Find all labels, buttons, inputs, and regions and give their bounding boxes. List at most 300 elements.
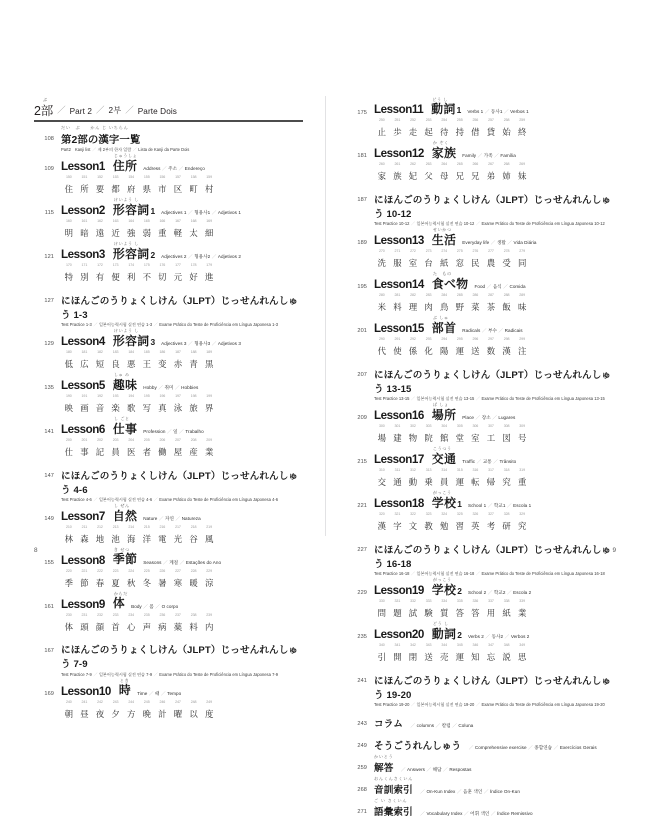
kanji-cell — [93, 175, 107, 197]
subtitle-korean: 일본어능력시험 실전 연습 10-12 — [416, 221, 475, 227]
separator-slash: ／ — [174, 384, 180, 390]
kanji-number: 311 — [394, 468, 401, 473]
lesson-topic-ruby: からだ — [113, 590, 128, 596]
subtitle-portuguese: Lista de Kanji da Parte Dois — [138, 147, 190, 153]
kanji-cell — [422, 337, 436, 359]
toc-entry[interactable] — [34, 503, 303, 547]
kanji-character: 弟 — [486, 171, 496, 182]
kanji-character: 開 — [393, 652, 402, 663]
kanji-character: 王 — [142, 359, 151, 370]
toc-section-subtitle — [374, 221, 616, 227]
kanji-cell — [469, 424, 483, 446]
kanji-character: 知 — [471, 652, 480, 663]
kanji-cell — [484, 424, 498, 446]
kanji-number: 253 — [425, 118, 432, 123]
lesson-topic-text: 形容詞 — [112, 246, 150, 261]
kanji-cell — [156, 350, 170, 372]
kanji-number: 300 — [378, 424, 385, 429]
lesson-number-label: Lesson10 — [61, 684, 111, 698]
lesson-topic-text: 交通 — [431, 451, 457, 466]
kanji-number: 177 — [175, 262, 181, 267]
separator-slash: ／ — [435, 722, 441, 728]
kanji-cell — [109, 175, 123, 197]
kanji-character: 軽 — [173, 228, 183, 239]
kanji-character: 海 — [126, 533, 136, 544]
toc-entry[interactable] — [34, 642, 303, 678]
lesson-number-label: Lesson9 — [61, 597, 105, 611]
translation-portuguese: Radicais — [504, 328, 523, 334]
lesson-topic-ruby: た もの — [432, 271, 452, 277]
kanji-character: 体 — [64, 621, 73, 632]
lesson-topic-translations — [143, 167, 205, 173]
toc-entry-body — [54, 503, 303, 547]
lesson-topic-text: 動詞 — [431, 102, 456, 116]
separator-slash: ／ — [420, 810, 425, 816]
kanji-character: 妃 — [408, 171, 418, 182]
kanji-cell — [484, 643, 498, 665]
separator-slash: ／ — [410, 396, 416, 402]
toc-section-title — [374, 367, 616, 395]
kanji-number: 213 — [112, 524, 119, 529]
kanji-cell — [62, 175, 76, 197]
toc-entry[interactable] — [34, 153, 303, 197]
kanji-number: 333 — [425, 599, 432, 604]
separator-slash: ／ — [475, 415, 481, 421]
kanji-cell — [202, 700, 216, 722]
lesson-number-label: Lesson7 — [61, 509, 105, 523]
kanji-character: 便 — [111, 272, 120, 283]
subtitle-portuguese: Exame Prático do Teste de Proficiência em Língua Japonesa 4-6 — [159, 497, 279, 502]
kanji-character: 別 — [80, 272, 89, 283]
toc-entry[interactable] — [347, 227, 616, 271]
toc-entry-body — [367, 446, 616, 490]
toc-section-title — [374, 192, 616, 220]
subtitle-korean: 일본어능력시험 실전 연습 19-20 — [416, 702, 475, 708]
toc-entry-title-line — [374, 96, 616, 117]
separator-slash: ／ — [179, 428, 184, 434]
toc-entry-body — [367, 140, 616, 184]
toc-entry-title-line — [61, 503, 303, 523]
separator-slash: ／ — [420, 788, 425, 794]
kanji-character: 動 — [408, 477, 418, 488]
kanji-character: 心 — [126, 621, 136, 632]
toc-entry[interactable] — [347, 315, 616, 359]
kanji-character: 薬 — [173, 621, 183, 632]
kanji-number: 207 — [175, 437, 181, 442]
toc-entry[interactable] — [347, 673, 616, 709]
kanji-number: 283 — [425, 293, 432, 298]
kanji-number: 303 — [425, 424, 432, 429]
kanji-cell — [515, 599, 529, 621]
lesson-number-label: Lesson18 — [374, 497, 424, 511]
kanji-character: 記 — [95, 447, 105, 457]
lesson-topic-translations — [462, 241, 536, 247]
kanji-number: 170 — [65, 262, 72, 267]
lesson-topic-text: 仕事 — [112, 421, 138, 436]
kanji-number: 208 — [190, 437, 197, 442]
toc-page-number: 161 — [44, 603, 54, 610]
toc-entry-body — [367, 673, 616, 709]
kanji-cell — [78, 263, 92, 285]
kanji-cell — [78, 350, 92, 372]
toc-entry-title-line — [61, 590, 303, 611]
kanji-character: 暖 — [189, 577, 198, 588]
kanji-number: 276 — [472, 249, 479, 254]
toc-entry-title-line — [61, 372, 303, 392]
kanji-number: 295 — [456, 337, 463, 342]
kanji-character: 運 — [455, 477, 464, 488]
toc-entry[interactable] — [34, 293, 303, 329]
subtitle-english: Test Practice 16-18 — [374, 571, 410, 577]
kanji-cell — [500, 512, 514, 534]
separator-slash: ／ — [485, 634, 491, 640]
lesson-topic-translations — [462, 154, 516, 160]
kanji-number: 268 — [503, 162, 510, 167]
kanji-character: 村 — [204, 184, 214, 195]
toc-section-title-text: にほんごのうりょくしけん（JLPT）じっせんれんしゅう 19-20 — [374, 675, 612, 701]
kanji-number: 255 — [456, 118, 463, 123]
lesson-topic-ruby: けいよう し — [113, 328, 140, 334]
kanji-number: 273 — [425, 249, 432, 254]
separator-slash: ／ — [486, 284, 492, 290]
kanji-cell — [171, 263, 185, 285]
kanji-number: 252 — [410, 118, 416, 123]
separator-slash: ／ — [468, 744, 474, 750]
subtitle-korean: 일본어능력시험 실전 연습 1-3 — [98, 322, 153, 328]
toc-section-title-ruby: だい ぶ かん じ いちらん — [61, 124, 129, 130]
kanji-cell — [422, 424, 436, 446]
kanji-number: 201 — [81, 437, 88, 442]
kanji-number: 185 — [143, 349, 150, 354]
kanji-cell — [469, 118, 483, 140]
lesson-topic-translations — [462, 460, 516, 466]
kanji-number: 189 — [206, 349, 212, 354]
translation-english: Profession — [143, 428, 166, 434]
toc-page-number: 135 — [44, 385, 54, 392]
kanji-number: 307 — [488, 424, 494, 429]
kanji-cell — [78, 613, 92, 635]
lesson-topic-japanese — [112, 197, 156, 217]
toc-section-title — [61, 642, 303, 670]
toc-tail-entry[interactable] — [347, 797, 616, 818]
kanji-row — [374, 424, 616, 446]
lesson-topic-text: 学校 — [431, 582, 457, 597]
kanji-number: 153 — [112, 174, 119, 179]
kanji-cell — [469, 512, 483, 534]
kanji-number: 328 — [503, 512, 510, 517]
toc-page-number: 235 — [357, 634, 367, 641]
toc-page-number: 207 — [357, 372, 367, 379]
kanji-row — [61, 525, 303, 547]
toc-entry[interactable] — [34, 372, 303, 416]
toc-page-number: 215 — [357, 459, 367, 466]
kanji-character: 員 — [439, 477, 449, 488]
kanji-character: 漢 — [502, 346, 511, 357]
kanji-cell — [406, 293, 420, 315]
kanji-character: 弱 — [142, 228, 151, 239]
kanji-character: 場 — [377, 433, 386, 444]
separator-slash: ／ — [507, 240, 513, 246]
kanji-number: 157 — [175, 174, 181, 179]
toc-entry-body — [367, 192, 616, 228]
kanji-cell — [93, 700, 107, 722]
toc-tail-entry[interactable] — [347, 716, 616, 730]
lesson-topic-ruby: じゅうしょ — [113, 153, 138, 159]
kanji-character: 事 — [80, 447, 89, 457]
toc-entry[interactable] — [347, 140, 616, 184]
kanji-number: 235 — [143, 612, 150, 617]
kanji-cell — [375, 249, 389, 271]
kanji-number: 284 — [441, 293, 448, 298]
toc-entry[interactable] — [347, 577, 616, 621]
lesson-topic-translations — [462, 329, 522, 335]
lesson-topic-text: 季節 — [112, 552, 138, 567]
kanji-cell — [500, 118, 514, 140]
left-toc-list — [34, 124, 303, 722]
kanji-cell — [202, 525, 216, 547]
lesson-topic-translations — [143, 386, 198, 392]
kanji-number: 329 — [519, 512, 525, 517]
translation-portuguese: Índice On-Kun — [489, 788, 521, 794]
toc-entry[interactable] — [347, 367, 616, 403]
toc-tail-title-line — [374, 753, 616, 774]
kanji-number: 173 — [112, 262, 119, 267]
kanji-number: 316 — [472, 468, 479, 473]
kanji-character: 員 — [111, 447, 120, 457]
kanji-cell — [453, 162, 467, 184]
toc-entry[interactable] — [34, 328, 303, 372]
kanji-number: 267 — [488, 162, 494, 167]
kanji-number: 233 — [112, 612, 119, 617]
kanji-number: 261 — [394, 162, 401, 167]
translation-portuguese: Verbos 1 — [510, 109, 529, 115]
right-toc-tail-list — [347, 716, 616, 818]
toc-entry[interactable] — [347, 621, 616, 665]
kanji-cell — [406, 249, 420, 271]
kanji-number: 187 — [175, 349, 181, 354]
toc-entry[interactable] — [34, 416, 303, 460]
toc-section-title-text: にほんごのうりょくしけん（JLPT）じっせんれんしゅう 7-9 — [61, 645, 299, 671]
kanji-number: 336 — [472, 599, 479, 604]
toc-tail-title — [374, 797, 413, 818]
toc-entry[interactable] — [34, 546, 303, 590]
kanji-number: 313 — [425, 468, 432, 473]
subtitle-english: Test Practice 7-9 — [61, 671, 92, 677]
kanji-cell — [156, 175, 170, 197]
kanji-cell — [437, 643, 451, 665]
kanji-character: 区 — [173, 184, 183, 195]
kanji-number: 281 — [394, 293, 401, 298]
kanji-cell — [124, 700, 138, 722]
kanji-cell — [484, 293, 498, 315]
kanji-cell — [515, 424, 529, 446]
lesson-topic-ruby: ば しょ — [432, 402, 449, 408]
lesson-topic-translations — [143, 561, 221, 567]
kanji-cell — [406, 468, 420, 490]
toc-section-subtitle — [374, 571, 616, 577]
kanji-number: 274 — [441, 249, 448, 254]
kanji-cell — [437, 512, 451, 534]
kanji-number: 254 — [441, 118, 448, 123]
lesson-topic-japanese — [118, 677, 132, 698]
separator-slash: ／ — [143, 603, 148, 609]
kanji-cell — [202, 569, 216, 591]
kanji-character: 暗 — [80, 228, 89, 239]
kanji-number: 318 — [503, 468, 510, 473]
toc-tail-entry[interactable] — [347, 738, 616, 752]
kanji-character: 走 — [408, 127, 418, 138]
kanji-cell — [78, 175, 92, 197]
toc-entry[interactable] — [347, 542, 616, 578]
toc-entry-body — [54, 677, 303, 721]
translation-english: Verbs 1 — [467, 109, 484, 115]
separator-slash: ／ — [188, 253, 193, 259]
lesson-topic-translations — [467, 110, 528, 116]
kanji-character: 係 — [408, 346, 418, 357]
kanji-character: 県 — [142, 184, 151, 195]
kanji-character: 朝 — [64, 708, 73, 719]
kanji-number: 259 — [519, 118, 525, 123]
toc-entry-title-line — [61, 677, 303, 698]
toc-entry[interactable] — [347, 192, 616, 228]
translation-korean: 동사1 — [490, 109, 503, 115]
toc-entry-body — [54, 416, 303, 460]
kanji-number: 212 — [97, 524, 103, 529]
toc-entry-body — [367, 797, 616, 818]
kanji-character: 料 — [393, 302, 402, 313]
kanji-cell — [202, 263, 216, 285]
kanji-row — [61, 613, 303, 635]
toc-entry[interactable] — [347, 271, 616, 315]
kanji-cell — [406, 162, 420, 184]
kanji-cell — [109, 394, 123, 416]
kanji-cell — [469, 643, 483, 665]
kanji-number: 223 — [112, 568, 119, 573]
kanji-cell — [187, 350, 201, 372]
kanji-character: 始 — [502, 127, 511, 138]
kanji-cell — [93, 263, 107, 285]
kanji-cell — [156, 219, 170, 241]
kanji-character: 題 — [393, 608, 402, 619]
kanji-cell — [406, 512, 420, 534]
lesson-topic-text: 生活 — [431, 232, 457, 247]
kanji-row — [374, 599, 616, 621]
kanji-number: 304 — [441, 424, 448, 429]
translation-english: Adjectives 3 — [161, 340, 187, 346]
translation-portuguese: Família — [500, 153, 516, 159]
kanji-cell — [422, 599, 436, 621]
kanji-character: 病 — [158, 621, 167, 632]
kanji-character: 文 — [408, 521, 418, 532]
kanji-number: 341 — [394, 643, 401, 648]
kanji-number: 243 — [112, 699, 119, 704]
separator-slash: ／ — [481, 328, 487, 334]
toc-entry[interactable] — [34, 590, 303, 634]
toc-entry-title-line — [374, 140, 616, 161]
kanji-cell — [109, 263, 123, 285]
toc-entry[interactable] — [347, 446, 616, 490]
translation-english: Adjectives 1 — [161, 209, 187, 215]
kanji-number: 280 — [378, 293, 385, 298]
part-title-japanese-text: 2部 — [34, 103, 54, 118]
lesson-topic-japanese — [112, 590, 128, 611]
toc-entry[interactable] — [34, 677, 303, 721]
translation-portuguese: Natureza — [181, 515, 201, 521]
kanji-number: 312 — [410, 468, 416, 473]
lesson-number-label: Lesson4 — [61, 334, 105, 348]
translation-korean: 형용사3 — [194, 340, 211, 346]
toc-entry[interactable] — [347, 402, 616, 446]
kanji-cell — [515, 162, 529, 184]
toc-entry[interactable] — [347, 96, 616, 140]
translation-english: School 1 — [467, 503, 487, 509]
kanji-cell — [515, 337, 529, 359]
translation-english: Answers — [407, 766, 426, 772]
kanji-cell — [422, 162, 436, 184]
kanji-cell — [156, 525, 170, 547]
kanji-cell — [171, 569, 185, 591]
toc-entry[interactable] — [34, 468, 303, 504]
kanji-number: 226 — [159, 568, 166, 573]
kanji-number: 294 — [441, 337, 448, 342]
toc-entry[interactable] — [34, 124, 303, 154]
kanji-number: 241 — [81, 699, 88, 704]
kanji-character: 谷 — [189, 533, 198, 544]
toc-entry[interactable] — [34, 197, 303, 241]
toc-tail-title — [374, 753, 394, 774]
kanji-character: 夜 — [95, 708, 105, 719]
kanji-character: 近 — [111, 228, 120, 239]
lesson-topic-translations — [468, 504, 531, 510]
kanji-character: 研 — [502, 521, 511, 532]
translation-english: Time — [137, 690, 148, 696]
kanji-cell — [93, 394, 107, 416]
toc-tail-entry[interactable] — [347, 775, 616, 796]
toc-tail-entry[interactable] — [347, 753, 616, 774]
kanji-number: 339 — [519, 599, 525, 604]
kanji-character: 転 — [471, 477, 480, 488]
kanji-number: 321 — [394, 512, 401, 517]
kanji-character: 菜 — [471, 302, 480, 313]
kanji-number: 275 — [456, 249, 463, 254]
kanji-character: 仕 — [64, 447, 73, 457]
toc-entry-body — [54, 372, 303, 416]
kanji-cell — [484, 337, 498, 359]
kanji-character: 節 — [80, 577, 89, 588]
toc-entry[interactable] — [347, 490, 616, 534]
lesson-topic-text: 体 — [112, 596, 126, 611]
lesson-topic-text: 家族 — [431, 145, 457, 160]
kanji-character: 忘 — [486, 652, 496, 663]
toc-tail-title-line — [374, 716, 616, 730]
subtitle-english: Test Practice 13-15 — [374, 396, 410, 402]
kanji-cell — [62, 219, 76, 241]
toc-tail-title-ruby: かいとう — [374, 753, 394, 759]
kanji-character: 交 — [377, 477, 386, 488]
kanji-number: 298 — [503, 337, 510, 342]
kanji-cell — [78, 700, 92, 722]
separator-slash: ／ — [161, 690, 166, 696]
toc-tail-title-text: そうごうれんしゅう — [374, 740, 462, 752]
kanji-cell — [375, 468, 389, 490]
kanji-cell — [124, 175, 138, 197]
kanji-cell — [140, 525, 154, 547]
kanji-row — [61, 700, 303, 722]
toc-entry[interactable] — [34, 241, 303, 285]
kanji-character: 悪 — [126, 359, 136, 370]
kanji-number: 309 — [519, 424, 525, 429]
lesson-number-label: Lesson14 — [374, 278, 424, 292]
